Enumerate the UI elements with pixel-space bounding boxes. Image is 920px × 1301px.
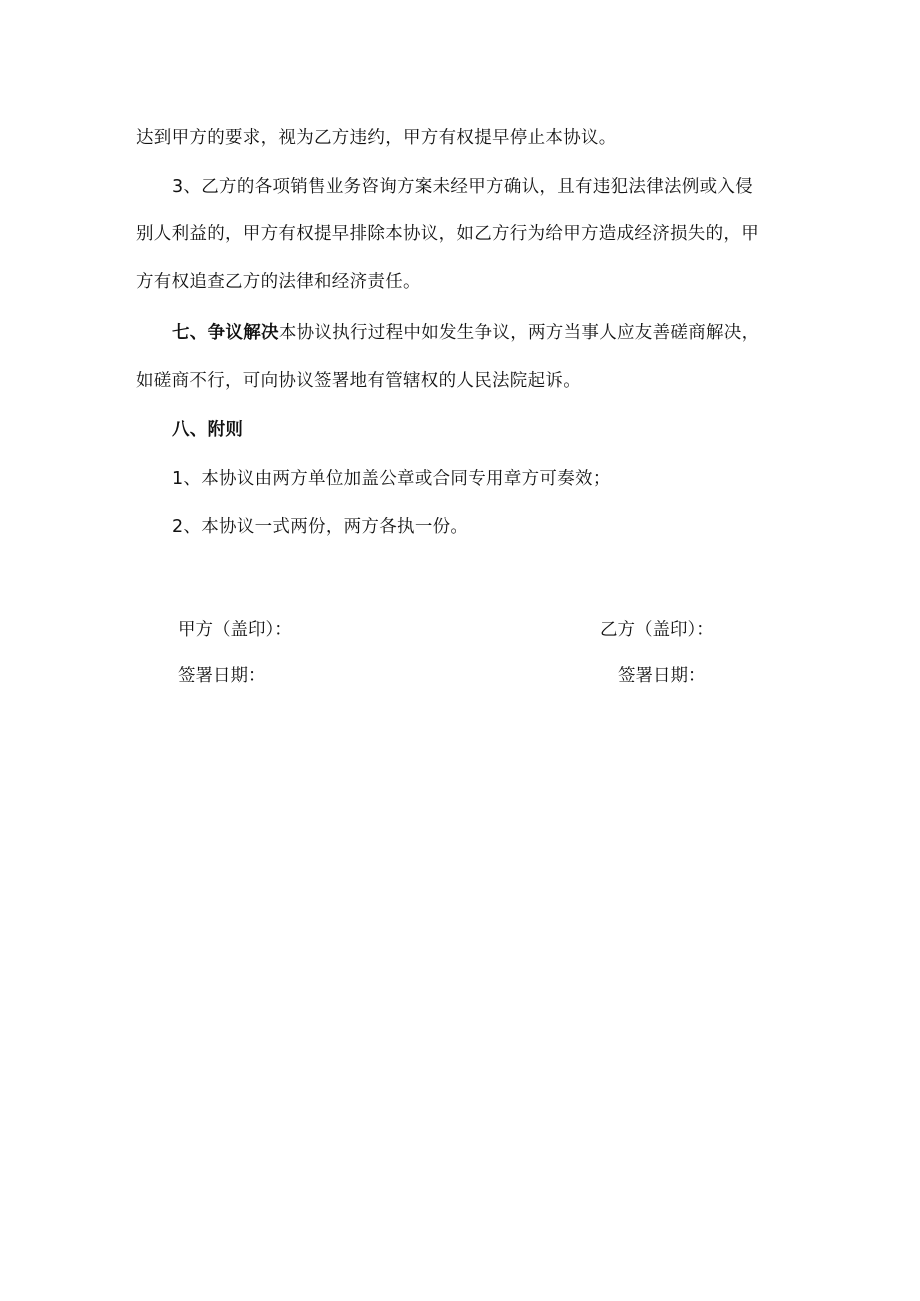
party-b-seal-label: 乙方（盖印）：	[600, 620, 714, 640]
section-8-item-1: 1、本协议由两方单位加盖公章或合同专用章方可奏效；	[172, 469, 611, 489]
party-a-date-label: 签署日期：	[178, 666, 266, 686]
party-a-seal-label: 甲方（盖印）：	[178, 620, 292, 640]
paragraph-line: 方有权追查乙方的法律和经济责任。	[136, 272, 421, 292]
section-7-heading: 七、争议解决	[172, 323, 279, 343]
paragraph-line: 达到甲方的要求，视为乙方违约，甲方有权提早停止本协议。	[136, 128, 617, 148]
party-b-date-label: 签署日期：	[618, 666, 706, 686]
section-8-item-2: 2、本协议一式两份，两方各执一份。	[172, 517, 469, 537]
section-7-line	[172, 321, 759, 345]
section-7-text: 本协议执行过程中如发生争议，两方当事人应友善磋商解决，	[278, 323, 760, 343]
paragraph-line: 3、乙方的各项销售业务咨询方案未经甲方确认，且有违犯法律法例或入侵	[172, 177, 754, 197]
section-8-heading: 八、附则	[172, 420, 244, 440]
paragraph-line: 别人利益的，甲方有权提早排除本协议，如乙方行为给甲方造成经济损失的，甲	[136, 224, 759, 244]
section-7-line-2: 如磋商不行，可向协议签署地有管辖权的人民法院起诉。	[136, 371, 581, 391]
